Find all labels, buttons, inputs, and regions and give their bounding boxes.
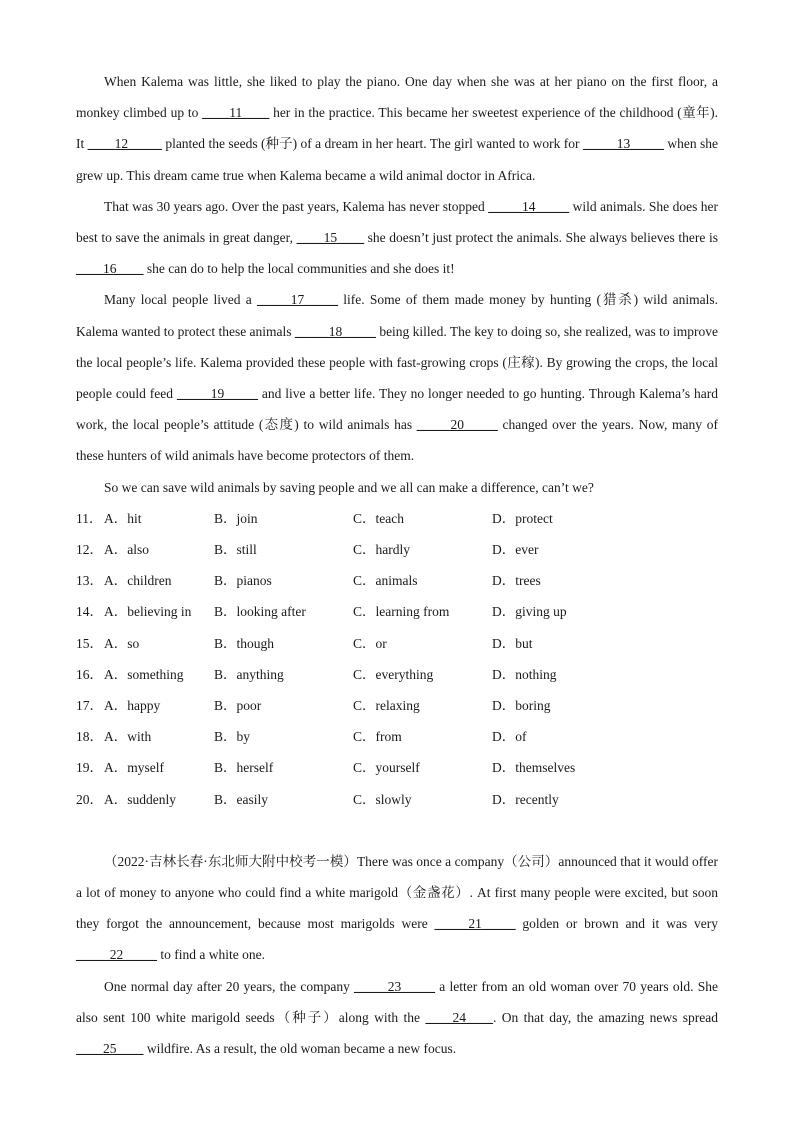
blank-21: _____21_____ [434,916,516,932]
question-16 [76,659,718,690]
option-a-text: A．also [104,542,149,558]
question-13 [76,565,718,596]
text: when she grew up. This dream came true when Kalema became a wild animal doctor in Africa. [76,136,718,183]
passage1-paragraph-1 [76,66,718,191]
blank-18: _____18_____ [294,323,376,339]
option-c: C．everything [353,666,434,682]
option-d: D．boring [492,697,551,713]
option-a-text: A．suddenly [104,791,176,807]
option-a-text: A．something [104,666,184,682]
option-c: C．slowly [353,791,412,807]
question-number: 12． [76,542,103,558]
option-d: D．themselves [492,760,576,776]
passage1-paragraph-4: So we can save wild animals by saving people and we all can make a difference, can’t we? [104,479,594,495]
text: a letter from an old woman over 70 years old. She also sent 100 white marigold seeds（种子）along with the [76,978,718,1025]
question-11 [76,503,718,534]
question-12 [76,534,718,565]
blank-16: ____16____ [76,261,144,277]
answer-options [76,503,718,815]
question-number: 15． [76,635,103,651]
option-a-text: A．hit [104,510,142,526]
option-a [76,534,214,565]
option-d: D．recently [492,791,559,807]
text: wildfire. As a result, the old woman became a new focus. [143,1040,457,1056]
blank-14: _____14_____ [488,198,570,214]
text: There was once a company（公司）announced that it would offer a lot of money to anyone who could find a white marigold（金盏花）. At first many people were excited, but soon they forgot the announcement, because most marigolds were [76,853,718,932]
question-17 [76,690,718,721]
passage2-paragraph-2 [76,971,718,1065]
question-number: 20． [76,791,103,807]
text: changed over the years. Now, many of these hunters of wild animals have become protectors of them. [76,417,718,464]
passage1-paragraph-3 [76,284,718,471]
question-number: 17． [76,697,103,713]
blank-24: ____24____ [425,1009,493,1025]
option-c: C．from [353,729,402,745]
option-d: D．but [492,635,533,651]
option-d: D．nothing [492,666,557,682]
option-a-text: A．so [104,635,140,651]
text: Many local people lived a [104,292,258,308]
text: golden or brown and it was very [515,916,718,932]
option-a [76,752,214,783]
option-c: C．relaxing [353,697,420,713]
blank-11: ____11____ [202,105,270,121]
option-b: B．looking after [214,604,306,620]
text: being killed. The key to doing so, she realized, was to improve the local people’s life. Kalema provided these people with fast-growing crops (庄稼). By growing the crops, the local people could feed [76,323,718,402]
option-d: D．giving up [492,604,567,620]
option-a [76,503,214,534]
text: . On that day, the amazing news spread [492,1009,718,1025]
blank-20: _____20_____ [416,417,498,433]
option-a [76,628,214,659]
option-a-text: A．children [104,573,172,589]
option-c: C．animals [353,573,418,589]
question-18 [76,721,718,752]
option-d: D．trees [492,573,541,589]
option-a [76,721,214,752]
option-a [76,690,214,721]
question-number: 19． [76,760,103,776]
blank-13: _____13_____ [582,136,664,152]
document-page [76,66,718,1064]
option-b: B．still [214,542,257,558]
text: to find a white one. [157,947,265,963]
option-c: C．or [353,635,387,651]
option-d: D．of [492,729,527,745]
option-a-text: A．myself [104,760,164,776]
question-number: 18． [76,729,103,745]
blank-17: _____17_____ [257,292,339,308]
option-b: B．herself [214,760,274,776]
text: One normal day after 20 years, the company [104,978,355,994]
option-d: D．ever [492,542,539,558]
question-15 [76,628,718,659]
option-c: C．yourself [353,760,420,776]
text: When Kalema was little, she liked to play the piano. One day when she was at her piano on the first floor, a monkey climbed up to [76,74,718,121]
passage1-paragraph-2 [76,191,718,285]
text: wild animals. She does her best to save the animals in great danger, [76,198,718,246]
blank-23: _____23_____ [354,978,436,994]
question-19 [76,752,718,783]
option-a [76,596,214,627]
option-a-text: A．believing in [104,604,192,620]
blank-25: ____25____ [76,1040,144,1056]
question-number: 13． [76,573,103,589]
option-b: B．by [214,729,251,745]
option-d: D．protect [492,510,553,526]
text: her in the practice. This became her sweetest experience of the childhood (童年). It [76,105,718,152]
text: she can do to help the local communities and she does it! [143,261,455,277]
option-b: B．anything [214,666,284,682]
option-c: C．hardly [353,542,410,558]
question-number: 16． [76,666,103,682]
source-label: （2022·吉林长春·东北师大附中校考一模） [104,853,357,869]
blank-15: ____15____ [296,230,365,246]
blank-12: ____12_____ [87,136,162,152]
option-b: B．join [214,510,258,526]
option-c: C．learning from [353,604,450,620]
question-20 [76,784,718,815]
option-b: B．easily [214,791,268,807]
blank-22: _____22_____ [76,947,157,963]
option-b: B．though [214,635,275,651]
option-a [76,784,214,815]
option-a-text: A．happy [104,697,161,713]
option-c: C．teach [353,510,404,526]
blank-19: _____19_____ [176,386,258,402]
question-number: 14． [76,604,103,620]
question-number: 11． [76,510,103,526]
option-a [76,659,214,690]
option-a [76,565,214,596]
option-a-text: A．with [104,729,152,745]
text: and live a better life. They no longer needed to go hunting. Through Kalema’s hard work, the local people’s attitude (态度) to wild animals has [76,386,718,433]
passage2-paragraph-1 [76,846,718,971]
question-14 [76,596,718,627]
text: planted the seeds (种子) of a dream in her heart. The girl wanted to work for [161,136,583,152]
text: she doesn’t just protect the animals. She always believes there is [364,230,718,246]
option-b: B．pianos [214,573,272,589]
text: life. Some of them made money by hunting (猎杀) wild animals. Kalema wanted to protect these animals [76,292,718,339]
option-b: B．poor [214,697,262,713]
text: That was 30 years ago. Over the past years, Kalema has never stopped [104,198,489,214]
section-spacer [76,815,718,846]
